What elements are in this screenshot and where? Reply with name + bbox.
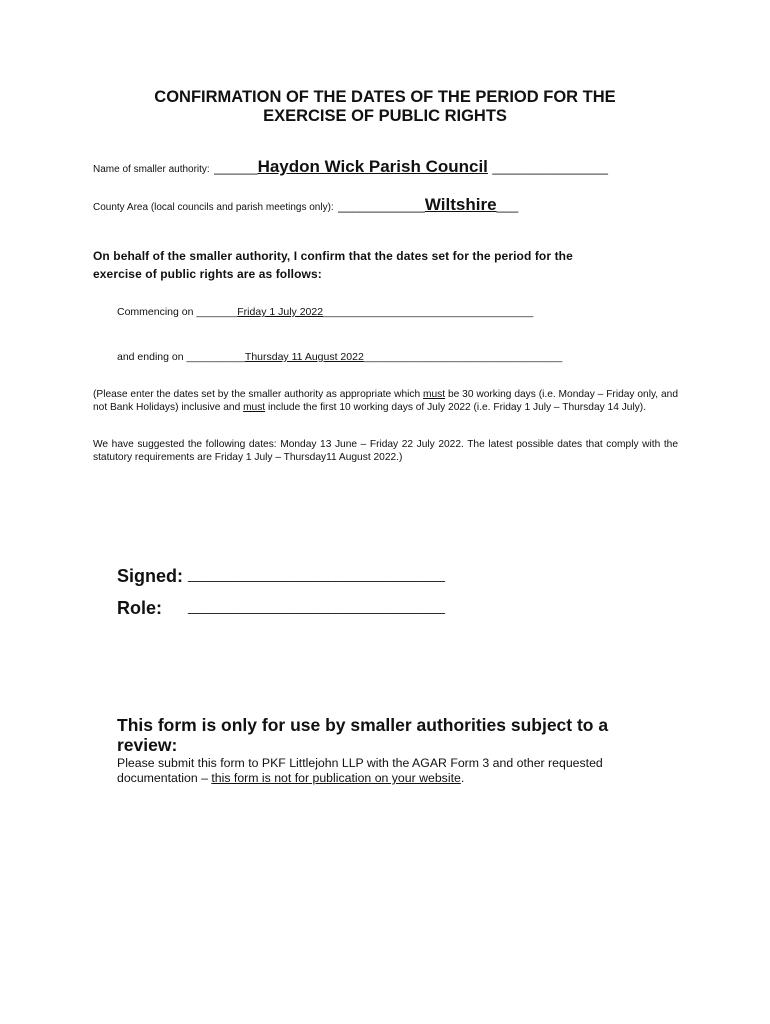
- instructions-part2: be 30 working days (i.e. Monday – Friday only, and not Bank Holidays) inclusive and: [93, 389, 679, 413]
- county-row: [93, 195, 518, 215]
- instructions-must2: must: [243, 401, 266, 413]
- commencing-row: [117, 306, 533, 318]
- commencing-date-field[interactable]: Friday 1 July 2022: [237, 306, 324, 318]
- signed-row: [117, 566, 183, 587]
- authority-name-field[interactable]: Haydon Wick Parish Council: [257, 157, 488, 176]
- notice-block: [117, 715, 657, 786]
- ending-label: and ending on: [117, 351, 184, 363]
- notice-text: [117, 756, 657, 786]
- form-title-line1: CONFIRMATION OF THE DATES OF THE PERIOD FOR THE: [154, 88, 616, 106]
- instructions-must1: must: [423, 389, 446, 400]
- authority-label: Name of smaller authority:: [93, 164, 210, 175]
- suggestion-paragraph: We have suggested the following dates: Monday 13 June – Friday 22 July 2022. The latest possible dates that comply with the statutory requirements are Friday 1 July – Thursday11 August 2022.): [93, 439, 678, 463]
- declaration-text: [93, 247, 573, 283]
- declaration-line2: exercise of public rights are as follows:: [93, 267, 322, 281]
- notice-heading: This form is only for use by smaller authorities subject to a review:: [117, 715, 609, 755]
- declaration-line1: On behalf of the smaller authority, I confirm that the dates set for the period for the: [93, 249, 573, 263]
- commencing-underline-lead: _______: [196, 306, 238, 318]
- ending-date-field[interactable]: Thursday 11 August 2022: [244, 351, 364, 363]
- instructions-part3: include the first 10 working days of July 2022 (i.e. Friday 1 July – Thursday 14 July).: [265, 401, 647, 413]
- commencing-label: Commencing on: [117, 306, 194, 318]
- ending-row: [117, 351, 562, 363]
- instructions-part1: (Please enter the dates set by the smaller authority as appropriate which: [93, 389, 424, 400]
- county-underline-trail: ___: [496, 198, 519, 213]
- commencing-underline-trail: ____________________________________: [323, 306, 534, 318]
- authority-row: [93, 157, 608, 177]
- role-row: [117, 598, 162, 619]
- notice-body: Please submit this form to PKF Littlejohn LLP with the AGAR Form 3 and other requested documentation –: [117, 756, 603, 785]
- ending-underline-trail: __________________________________: [363, 351, 563, 363]
- signature-line[interactable]: _________________________________: [188, 566, 445, 582]
- form-title-line2: EXERCISE OF PUBLIC RIGHTS: [263, 107, 507, 125]
- signed-label: Signed:: [117, 566, 183, 586]
- notice-not-for-publication: this form is not for publication on your website: [211, 771, 461, 785]
- instructions-paragraph: [93, 389, 678, 414]
- county-label: County Area (local councils and parish meetings only):: [93, 202, 334, 213]
- county-name-field[interactable]: Wiltshire: [424, 195, 497, 214]
- ending-underline-lead: __________: [186, 351, 245, 363]
- role-line[interactable]: _________________________________: [188, 598, 445, 614]
- form-title: [0, 88, 770, 126]
- county-underline-lead: ____________: [338, 198, 425, 213]
- role-label: Role:: [117, 598, 162, 618]
- authority-underline-trail: ________________: [492, 160, 609, 175]
- notice-end: .: [460, 771, 465, 785]
- authority-underline-lead: ______: [214, 160, 258, 175]
